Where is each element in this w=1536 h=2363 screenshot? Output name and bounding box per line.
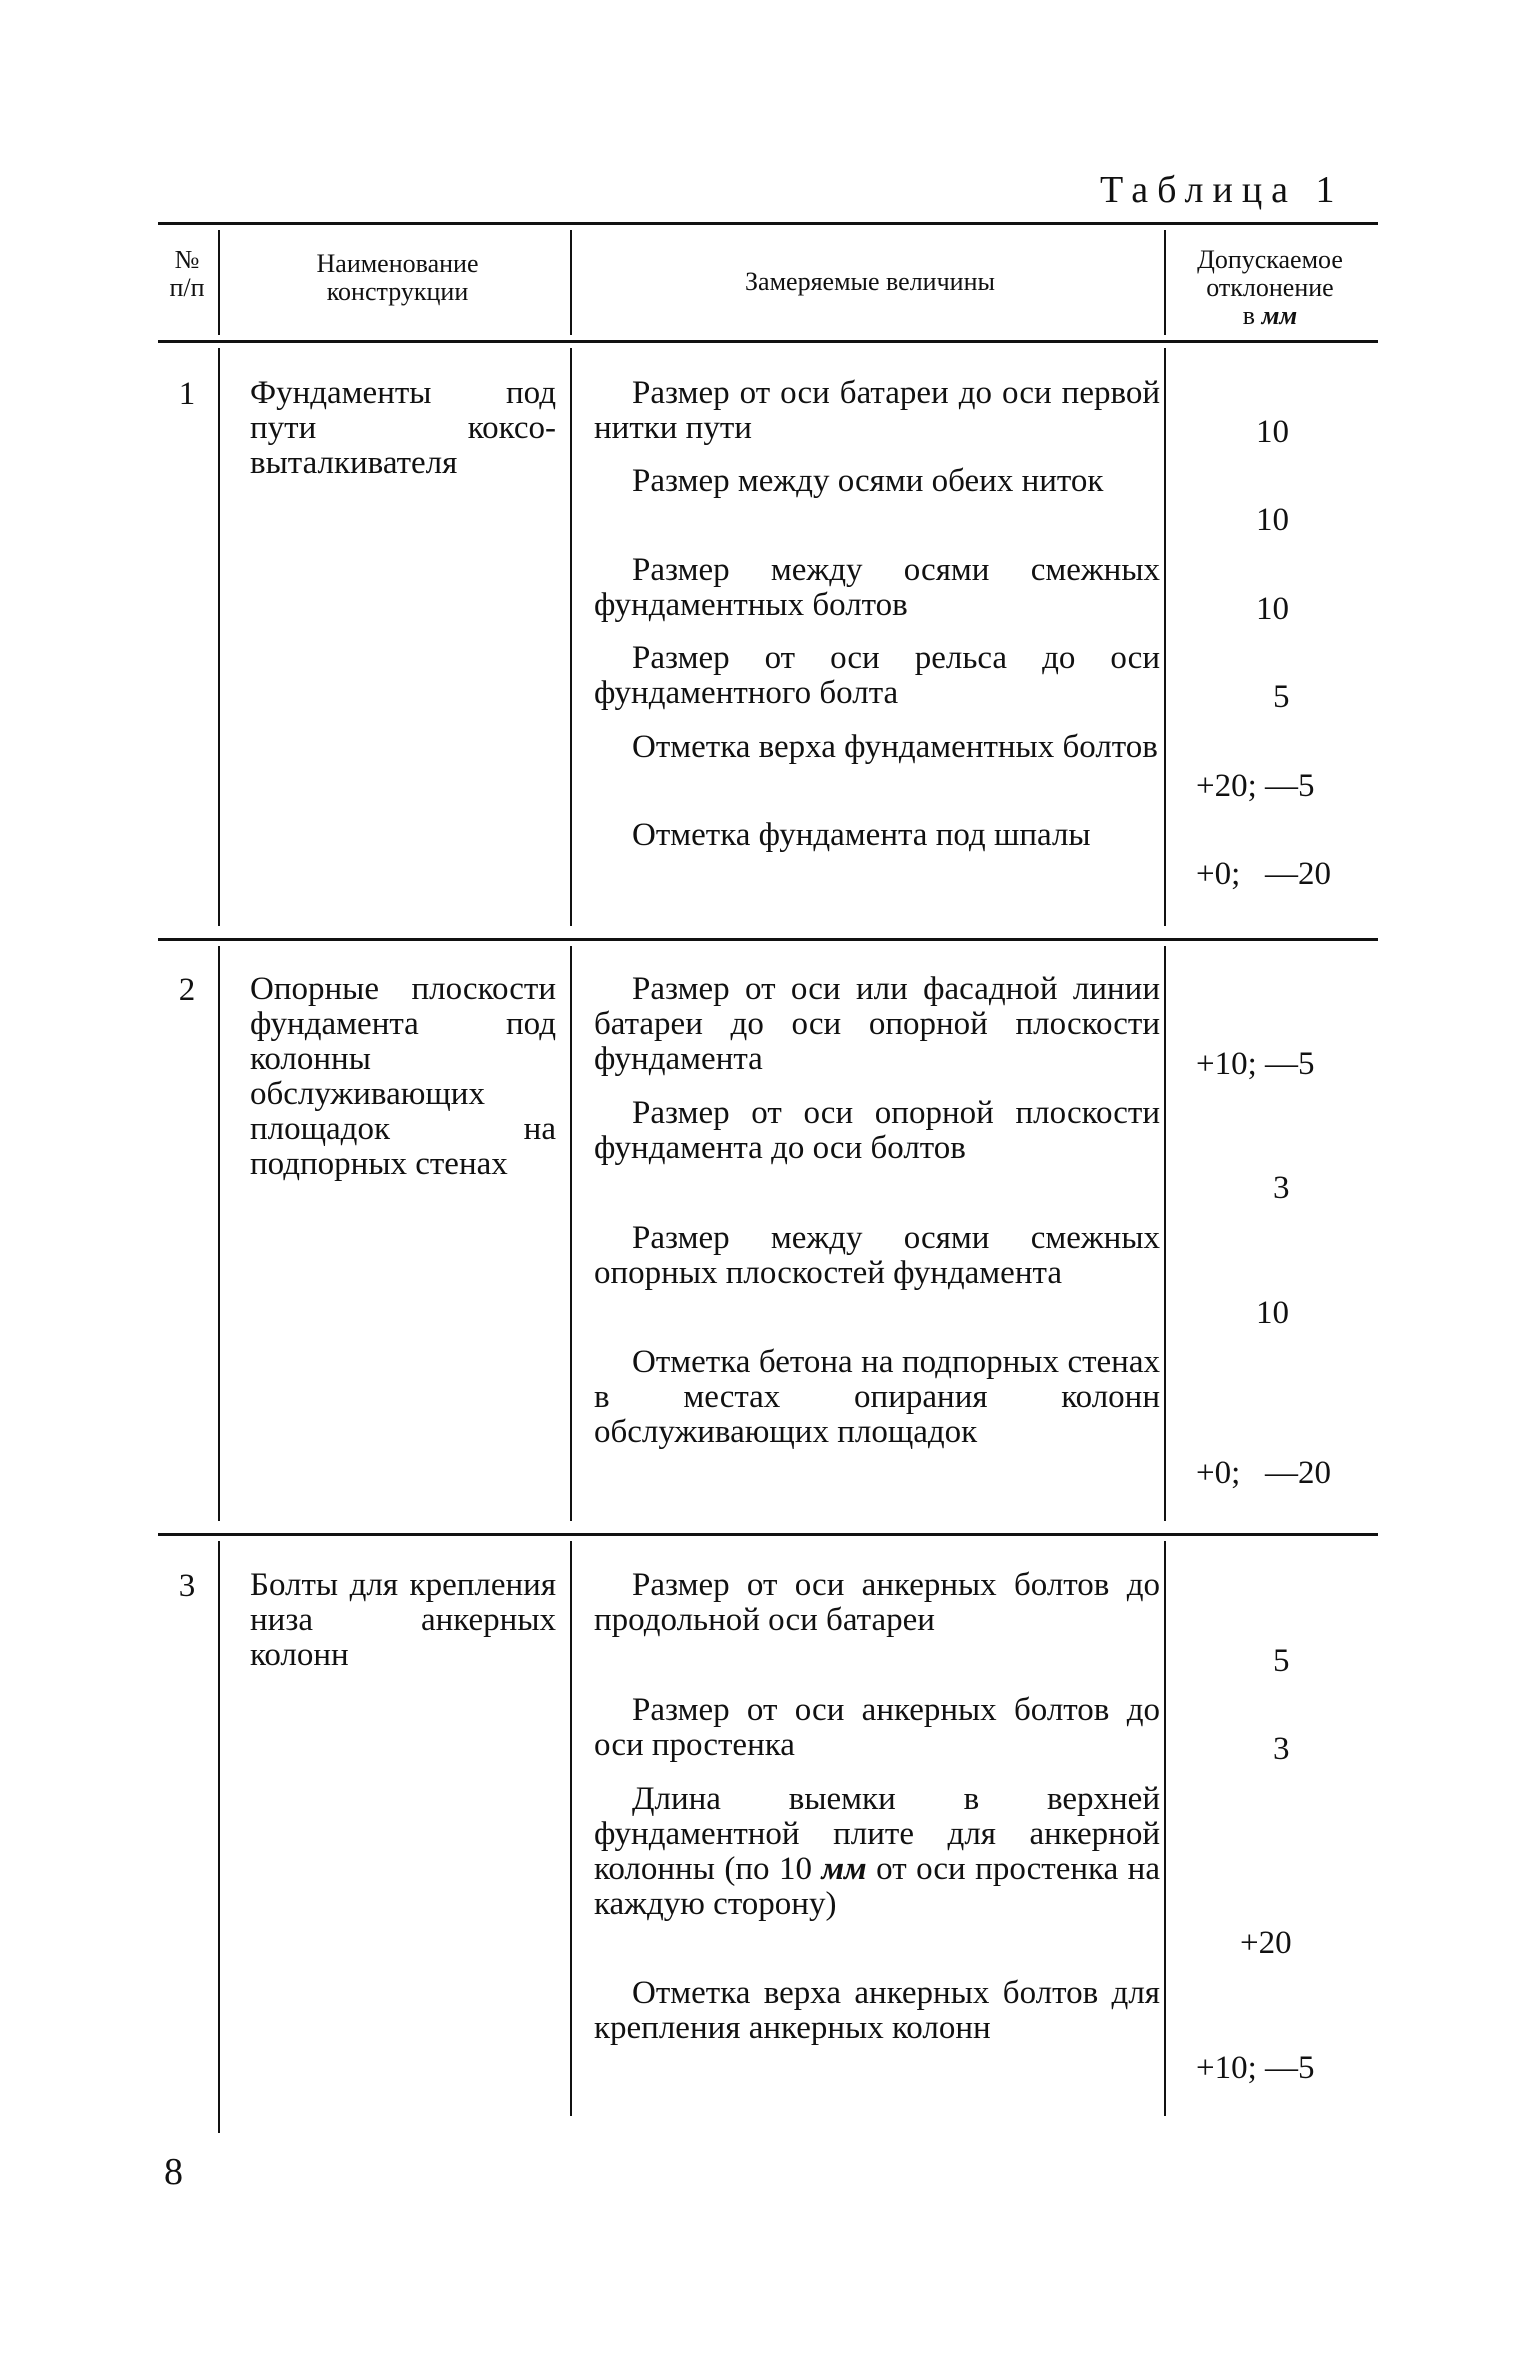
tolerance-value: +20: [1240, 1925, 1292, 1961]
col-rule: [1164, 946, 1166, 1521]
measured-item: Отметка фундамента под шпалы: [632, 817, 1091, 853]
header-bottom-rule: [158, 340, 1378, 343]
measured-text: Длина выемки в верхней фундаментной плите для анкерной колонны (по 10: [594, 1781, 1160, 1887]
measured-item: Размер между осями смежных опорных плоскостей фундамента: [594, 1220, 1160, 1291]
header-measured-values: Замеряемые величины: [745, 267, 995, 296]
col-rule: [218, 946, 220, 1521]
row2-bottom-rule: [158, 1533, 1378, 1536]
row-number: 1: [178, 376, 196, 412]
unit-text: мм: [821, 1851, 867, 1887]
table-top-rule: [158, 222, 1378, 225]
col-rule: [1164, 1541, 1166, 2116]
measured-item: Отметка верха фундаментных болтов: [632, 729, 1158, 765]
measured-item: Размер от оси опорной плоскости фундамента до оси болтов: [594, 1095, 1160, 1166]
measured-item: Отметка бетона на подпорных стенах в местах опирания колонн обслуживающих площадок: [594, 1344, 1160, 1450]
col-rule: [218, 348, 220, 926]
row1-bottom-rule: [158, 938, 1378, 941]
measured-item: Размер от оси анкерных болтов до оси простенка: [594, 1692, 1160, 1763]
tolerance-value: +20; —5: [1196, 768, 1315, 804]
tolerance-value: 5: [1273, 1643, 1290, 1679]
col-rule: [570, 1541, 572, 2116]
table-caption: Таблица 1: [1100, 169, 1344, 211]
col-rule: [218, 1541, 220, 2133]
tolerance-value: 3: [1273, 1170, 1290, 1206]
col-rule: [570, 946, 572, 1521]
measured-item: Размер от оси анкерных болтов до продольной оси батареи: [594, 1567, 1160, 1638]
tolerance-value: +10; —5: [1196, 1046, 1315, 1082]
row-number: 3: [178, 1568, 196, 1604]
measured-text: от оси простенка на каждую сторону): [594, 1851, 1160, 1922]
col-rule: [570, 348, 572, 926]
row-number: 2: [178, 972, 196, 1008]
header-number: № п/п: [169, 245, 205, 302]
construction-name: Болты для крепления низа анкерных колонн: [250, 1567, 556, 1673]
tolerance-value: 5: [1273, 679, 1290, 715]
measured-item: Размер от оси рельса до оси фундаментного болта: [594, 640, 1160, 711]
tolerance-value: 3: [1273, 1731, 1290, 1767]
col-rule: [570, 230, 572, 335]
measured-item: Отметка верха анкерных болтов для крепления анкерных колонн: [594, 1975, 1160, 2046]
tolerance-value: 10: [1256, 502, 1289, 538]
measured-item: [594, 1782, 1160, 1922]
tolerance-value: 10: [1256, 1295, 1289, 1331]
tolerance-value: +0; —20: [1196, 1455, 1332, 1491]
col-rule: [218, 230, 220, 335]
construction-name: Опорные плоскости фундамента под колонны обслуживающих площадок на подпорных стенах: [250, 971, 556, 1182]
construction-name: Фундаменты под пути коксо-выталкивателя: [250, 375, 556, 481]
header-construction-name: Наименование конструкции: [316, 249, 479, 306]
page-number: 8: [164, 2151, 183, 2193]
header-tolerance: Допускаемое отклонение в мм: [1197, 245, 1343, 330]
tolerance-value: 10: [1256, 414, 1289, 450]
measured-item: Размер между осями смежных фундаментных болтов: [594, 552, 1160, 623]
measured-item: Размер от оси батареи до оси первой нитки пути: [594, 375, 1160, 446]
measured-item: Размер между осями обеих ниток: [632, 463, 1104, 499]
tolerance-value: 10: [1256, 591, 1289, 627]
col-rule: [1164, 348, 1166, 926]
tolerance-value: +10; —5: [1196, 2050, 1315, 2086]
measured-item: Размер от оси или фасадной линии батареи до оси опорной плоскости фундамента: [594, 971, 1160, 1077]
tolerance-value: +0; —20: [1196, 856, 1332, 892]
